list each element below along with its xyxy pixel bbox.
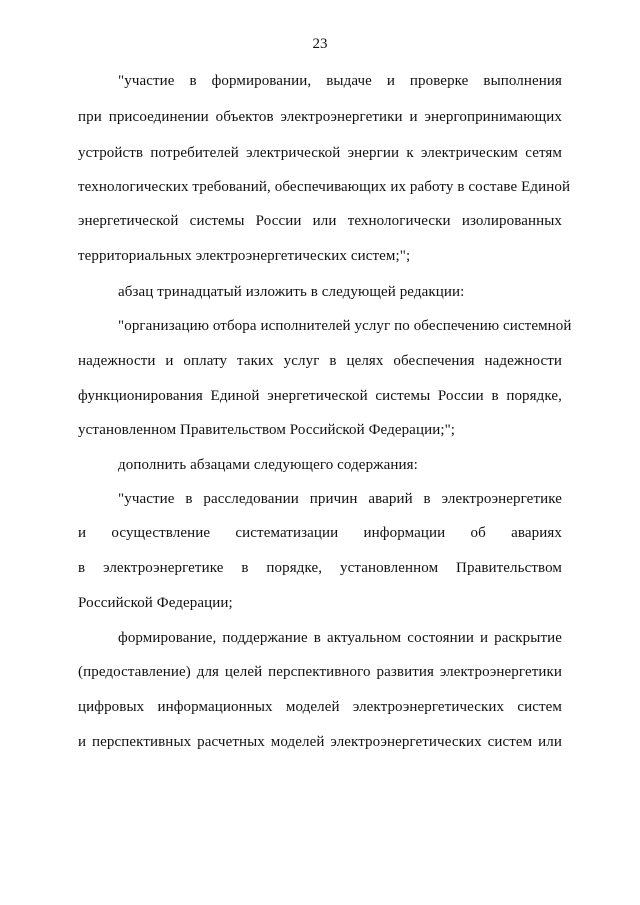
text-line: абзац тринадцатый изложить в следующей редакции:	[118, 284, 465, 300]
text-line: формирование, поддержание в актуальном состоянии и раскрытие	[118, 630, 562, 646]
text-line: устройств потребителей электрической энергии к электрическим сетям	[78, 145, 562, 161]
text-line: "организацию отбора исполнителей услуг по обеспечению системной	[118, 318, 572, 334]
text-line: в электроэнергетике в порядке, установленном Правительством	[78, 560, 562, 576]
text-line: и перспективных расчетных моделей электроэнергетических систем или	[78, 734, 562, 750]
text-line: территориальных электроэнергетических систем;";	[78, 248, 411, 264]
text-line: надежности и оплату таких услуг в целях обеспечения надежности	[78, 353, 562, 369]
text-line: и осуществление систематизации информации об авариях	[78, 525, 562, 541]
text-line: энергетической системы России или технологически изолированных	[78, 213, 562, 229]
text-line: (предоставление) для целей перспективного развития электроэнергетики	[78, 664, 562, 680]
text-line: дополнить абзацами следующего содержания:	[118, 457, 418, 473]
text-line: функционирования Единой энергетической системы России в порядке,	[78, 388, 562, 404]
text-line: установленном Правительством Российской Федерации;";	[78, 422, 456, 438]
text-line: Российской Федерации;	[78, 595, 233, 611]
text-line: технологических требований, обеспечивающих их работу в составе Единой	[78, 179, 571, 195]
text-line: "участие в формировании, выдаче и проверке выполнения	[118, 73, 562, 89]
page-number: 23	[312, 36, 328, 52]
text-line: цифровых информационных моделей электроэнергетических систем	[78, 699, 562, 715]
text-line: "участие в расследовании причин аварий в электроэнергетике	[118, 491, 562, 507]
text-line: при присоединении объектов электроэнергетики и энергопринимающих	[78, 109, 562, 125]
